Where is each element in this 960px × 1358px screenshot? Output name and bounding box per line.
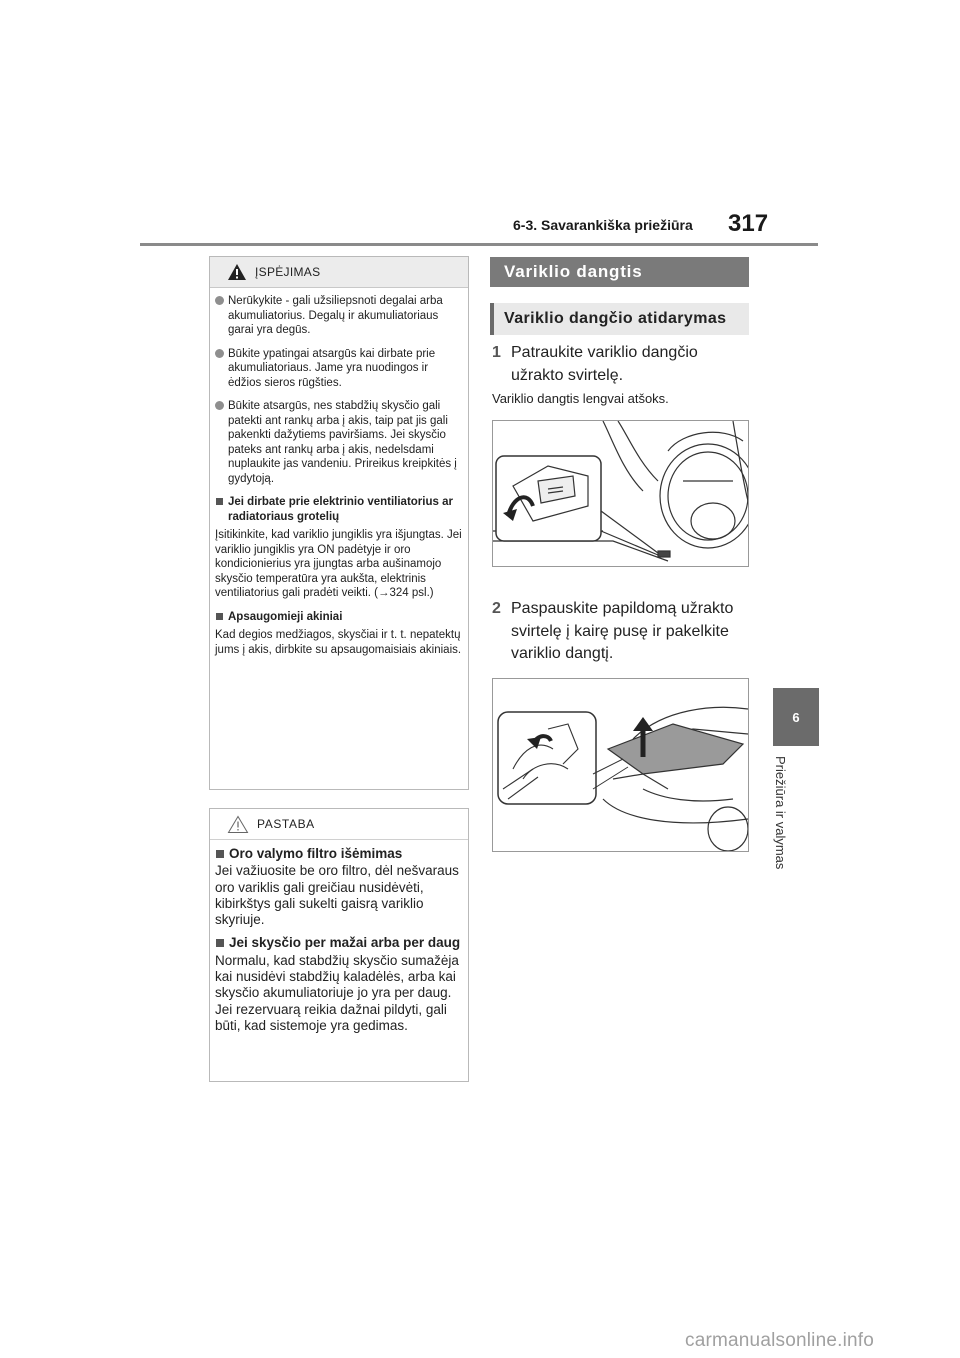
warning-box: [209, 256, 469, 790]
notice-paragraph: Normalu, kad stabdžių skysčio sumažėja kai nusidėvi stabdžių kaladėlės, arba kai skysčio akumuliatoriuje jo yra per daug. Jei rezervuarą reikia dažnai pildyti, gali būti, kad sistemoje yra gedimas.: [215, 952, 459, 1033]
page-number: 317: [728, 210, 769, 237]
bullet-dot-icon: [215, 349, 224, 358]
warning-header: [210, 257, 468, 288]
square-bullet-icon: [216, 939, 224, 947]
warning-bullet-text: Būkite atsargūs, nes stabdžių skysčio gali patekti ant rankų arba į akis, taip pat jis gali pakenkti dažytiems paviršiams. Jei skysčio pateks ant rankų arba į akis, nedelsdami nuplaukite jas vandeniu. Prireikus kreipkitės į gydytoją.: [228, 400, 457, 485]
square-bullet-icon: [216, 613, 223, 620]
step-number: 2: [492, 600, 501, 617]
section-title: 6-3. Savarankiška priežiūra: [513, 217, 693, 233]
warning-bullet: [215, 399, 462, 486]
hood-lifting-drawing: [493, 679, 748, 851]
chapter-number: 6: [792, 709, 800, 725]
notice-subheading-text: Oro valymo filtro išėmimas: [229, 846, 403, 861]
subsection-heading: Variklio dangčio atidarymas: [490, 303, 749, 335]
warning-bullet-text: Nerūkykite - gali užsiliepsnoti degalai arba akumuliatorius. Degalų ir akumuliatoriaus garai yra degūs.: [228, 295, 443, 336]
warning-bullet: [215, 347, 462, 391]
notice-title: PASTABA: [257, 817, 315, 831]
footer-watermark: carmanualsonline.info: [685, 1330, 875, 1351]
warning-subheading: [215, 495, 462, 524]
warning-paragraph: Kad degios medžiagos, skysčiai ir t. t. nepatektų jums į akis, dirbkite su apsaugomaisiais akiniais.: [215, 629, 462, 656]
notice-paragraph: Jei važiuosite be oro filtro, dėl nešvaraus oro variklis gali greičiau nusidėvėti, kibirkštys gali sukelti gaisrą variklio skyriuje.: [215, 863, 459, 928]
header-divider: [140, 243, 818, 246]
notice-subheading-text: Jei skysčio per mažai arba per daug: [229, 935, 461, 951]
warning-bullet-text: Būkite ypatingai atsargūs kai dirbate prie akumuliatoriaus. Jame yra nuodingos ir ėdžios sieros rūgšties.: [228, 347, 436, 389]
warning-body: [210, 288, 468, 657]
warning-paragraph: Įsitikinkite, kad variklio jungiklis yra išjungtas. Jei variklio jungiklis yra ON padėtyje ir oro kondicionierius yra įjungtas arba aušinamojo skysčio temperatūra yra aukšta, elektrinis ventiliatorius gali pradėti veikti. (→324 psl.): [215, 529, 462, 599]
step-item: [492, 342, 750, 387]
notice-body: [210, 840, 468, 1034]
warning-title: ĮSPĖJIMAS: [255, 265, 321, 279]
square-bullet-icon: [216, 498, 223, 505]
step-item: [492, 598, 750, 666]
notice-subheading: [215, 846, 462, 862]
warning-subheading-text: Jei dirbate prie elektrinio ventiliatorius ar radiatoriaus grotelių: [228, 496, 453, 523]
hood-release-lever-illustration: [492, 420, 749, 567]
caution-triangle-icon: [227, 815, 249, 834]
hood-release-lever-drawing: [493, 421, 748, 566]
step-number: 1: [492, 344, 501, 361]
notice-box: [209, 808, 469, 1082]
step-note: Variklio dangtis lengvai atšoks.: [492, 391, 669, 406]
step-text: Patraukite variklio dangčio užrakto svirtelę.: [511, 344, 698, 384]
step-text: Paspauskite papildomą užrakto svirtelę į kairę pusę ir pakelkite variklio dangtį.: [511, 600, 734, 662]
chapter-label-text: Priežiūra ir valymas: [773, 756, 788, 870]
notice-subheading: [215, 935, 462, 951]
warning-bullet: [215, 294, 462, 338]
warning-subheading: [215, 610, 462, 625]
notice-header: [210, 809, 468, 840]
chapter-label: [773, 756, 816, 896]
warning-triangle-icon: [227, 263, 247, 281]
chapter-tab[interactable]: [773, 688, 819, 746]
bullet-dot-icon: [215, 401, 224, 410]
bullet-dot-icon: [215, 296, 224, 305]
section-heading: Variklio dangtis: [490, 257, 749, 287]
hood-auxiliary-catch-illustration: [492, 678, 749, 852]
warning-subheading-text: Apsaugomieji akiniai: [228, 610, 343, 623]
square-bullet-icon: [216, 850, 224, 858]
